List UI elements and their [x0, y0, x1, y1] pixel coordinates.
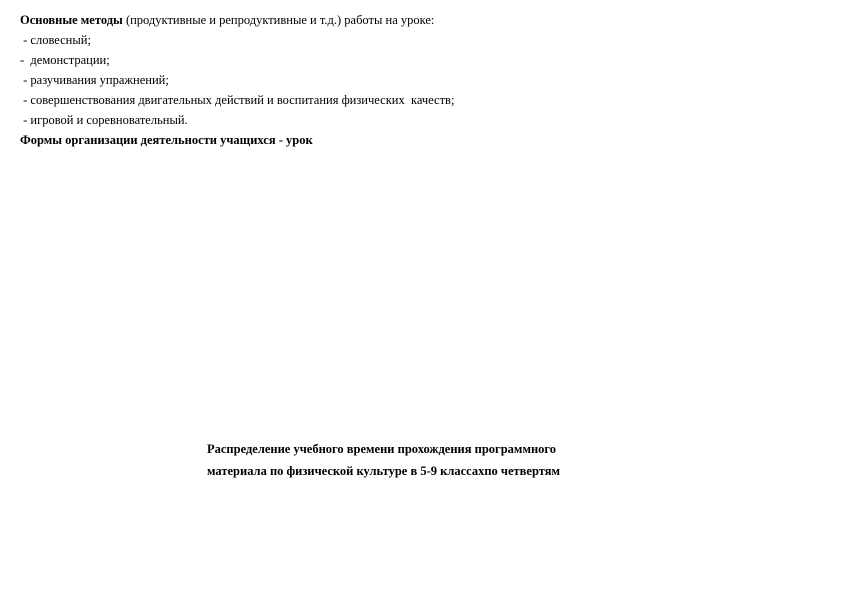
methods-heading-text: (продуктивные и репродуктивные и т.д.) работы на уроке:: [122, 13, 435, 27]
distribution-title-line-2: материала по физической культуре в 5-9 классахпо четвертям: [207, 464, 561, 478]
forms-line: [20, 130, 820, 150]
method-item-improving-motor-actions: - совершенствования двигательных действий и воспитания физических качеств;: [20, 93, 455, 107]
method-item-learning-exercises: - разучивания упражнений;: [20, 73, 169, 87]
method-item-game-competitive: - игровой и соревновательный.: [20, 113, 188, 127]
method-item-demonstration: - демонстрации;: [20, 53, 110, 67]
distribution-title: [207, 438, 627, 482]
forms-value: - урок: [275, 133, 313, 147]
forms-label: Формы организации деятельности учащихся: [20, 133, 276, 147]
methods-heading-line: [20, 10, 820, 30]
distribution-title-line-1: Распределение учебного времени прохождения программного: [207, 442, 557, 456]
methods-heading-label: Основные методы: [20, 13, 123, 27]
methods-section: [20, 10, 820, 150]
method-item-verbal: - словесный;: [20, 33, 91, 47]
